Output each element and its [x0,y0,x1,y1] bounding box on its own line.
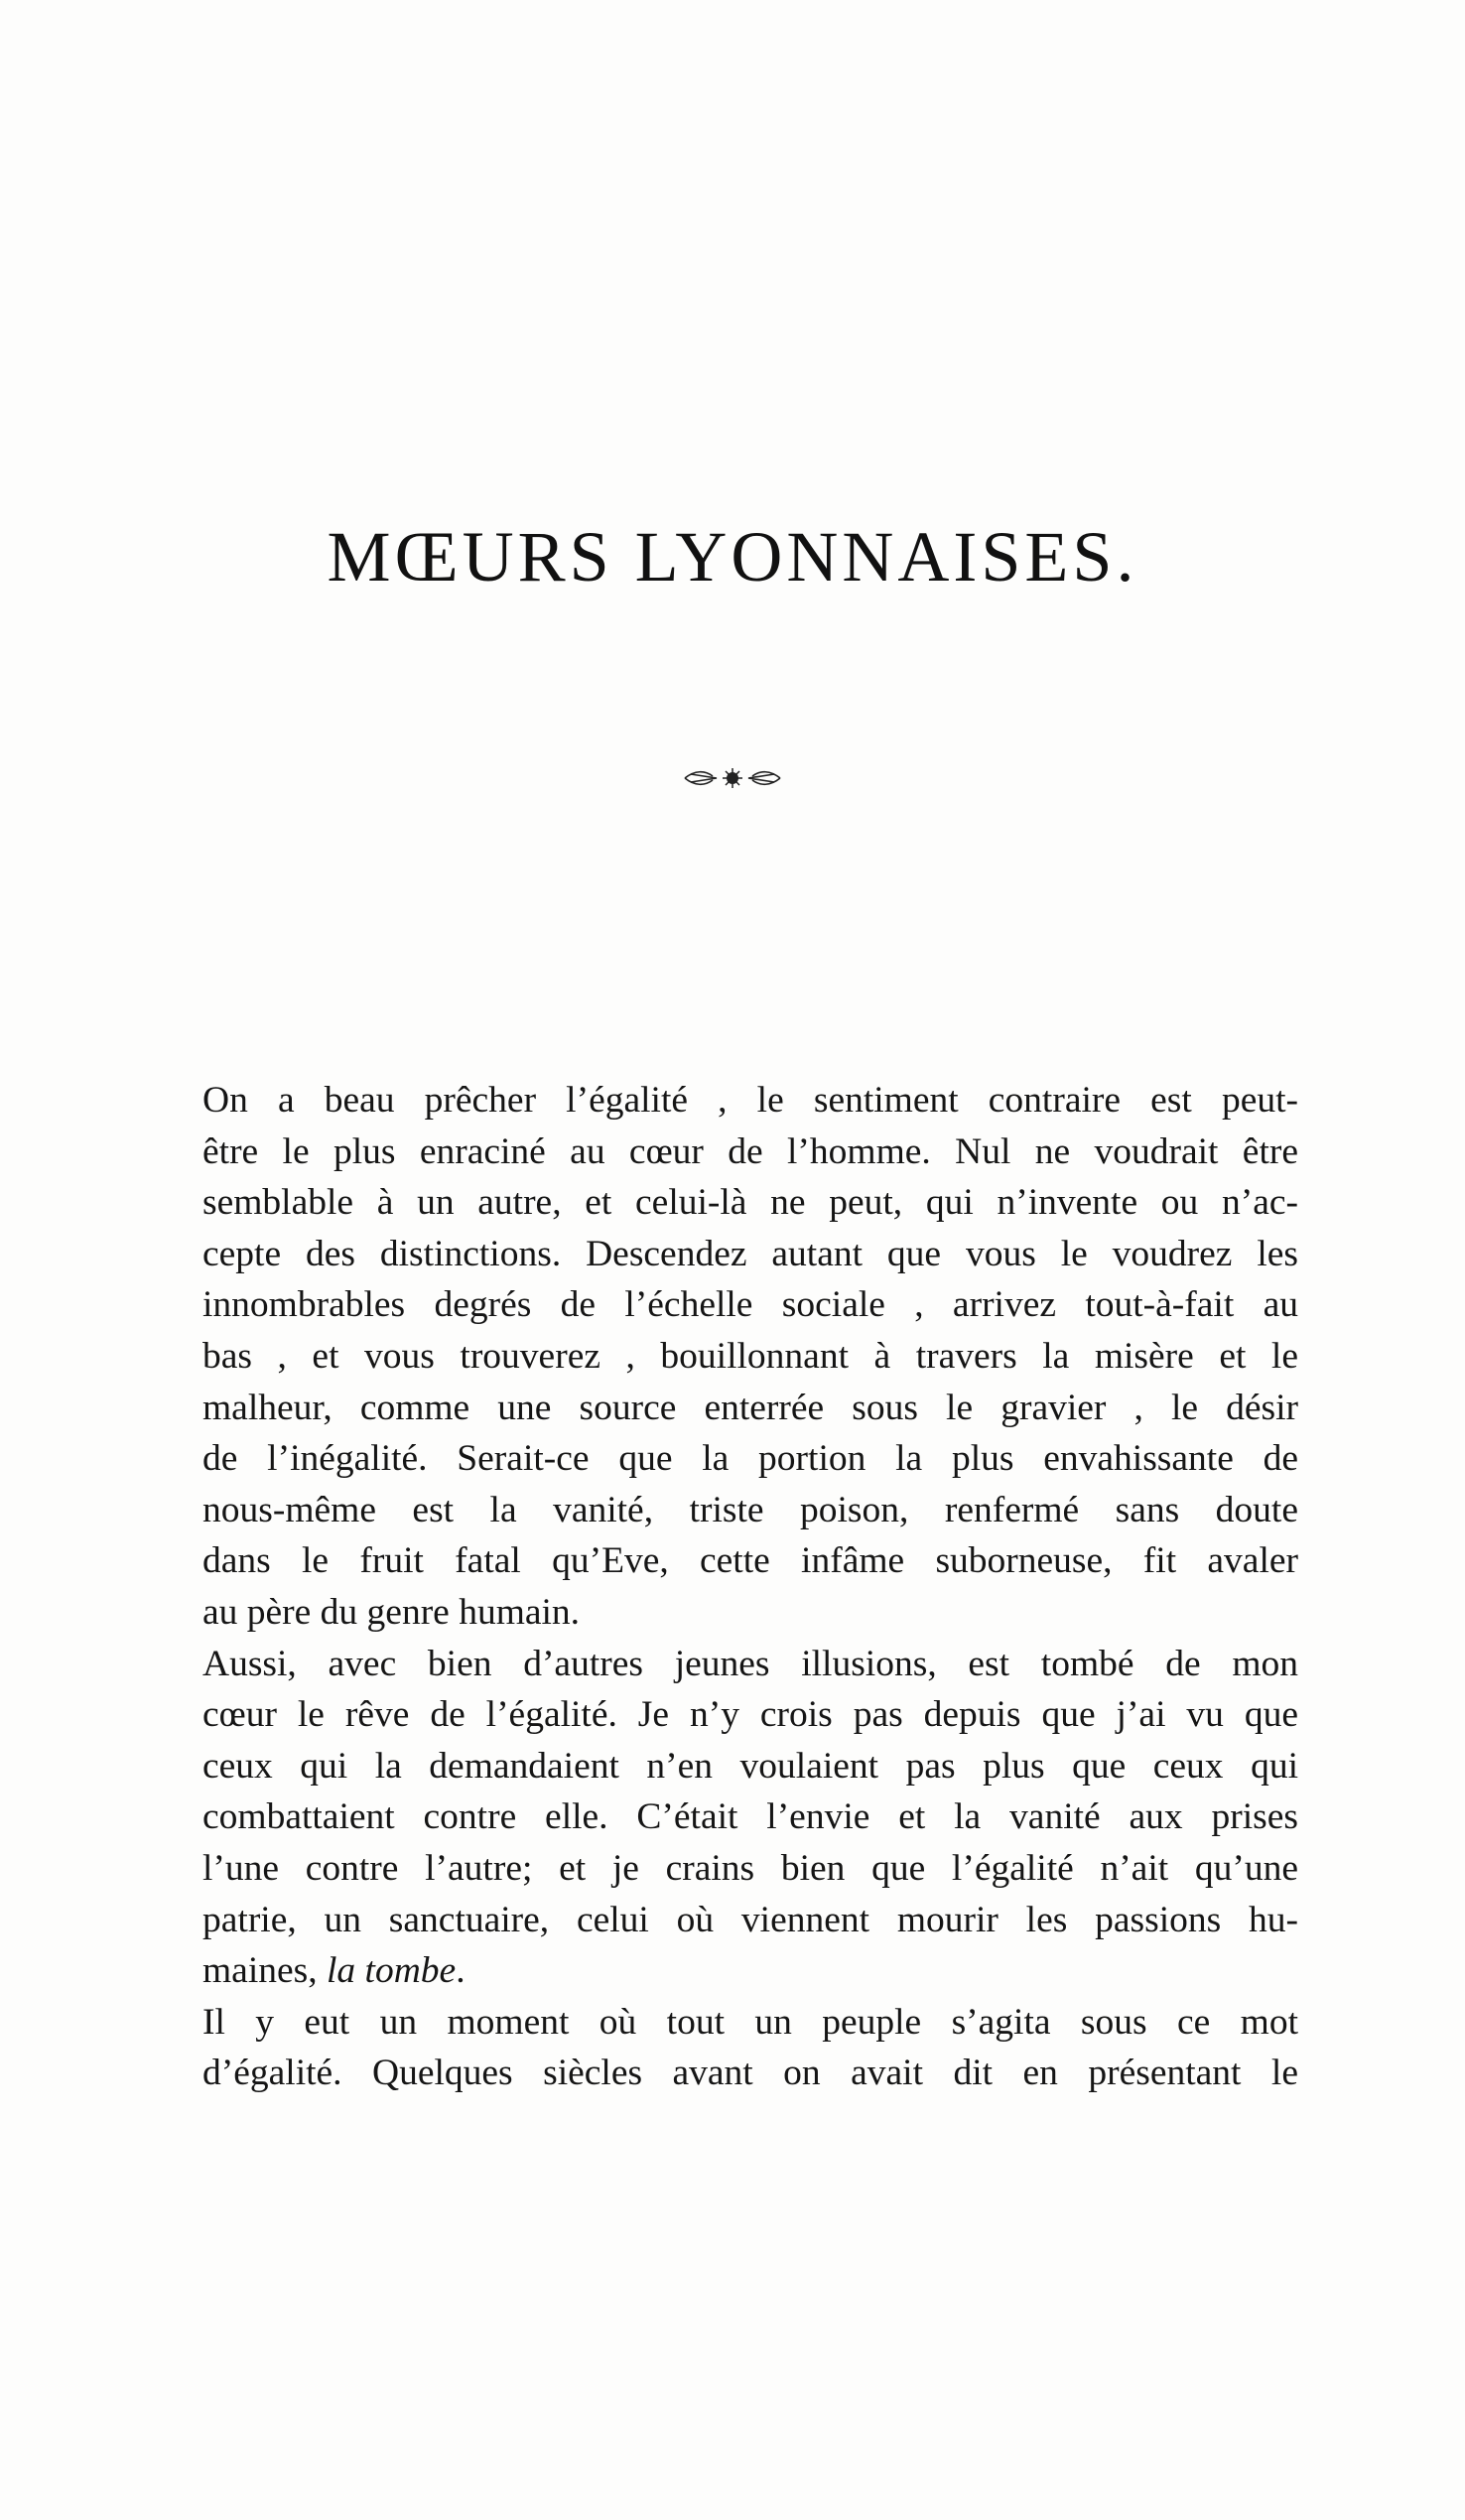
text-line: au père du genre humain. [202,1591,581,1633]
text-line: semblable à un autre, et celui-là ne peut, qui n’invente ou n’ac- [202,1182,1298,1224]
text-line: On a beau prêcher l’égalité , le sentiment contraire est peut- [202,1080,1298,1121]
page-title: MŒURS LYONNAISES. [327,517,1138,597]
text-line: cepte des distinctions. Descendez autant que vous le voudrez les [202,1233,1298,1274]
text-line: combattaient contre elle. C’était l’envie et la vanité aux prises [202,1796,1298,1838]
text-fragment: maines, [202,1950,327,1992]
paragraph-2 [197,1639,1298,1997]
text-line: être le plus enraciné au cœur de l’homme. Nul ne voudrait être [202,1130,1298,1172]
text-fragment: . [456,1950,466,1992]
text-line: Aussi, avec bien d’autres jeunes illusions, est tombé de mon [202,1643,1298,1684]
text-line: Il y eut un moment où tout un peuple s’agita sous ce mot [202,2001,1298,2043]
fleuron-ornament-icon [683,766,782,790]
text-line: bas , et vous trouverez , bouillonnant à travers la misère et le [202,1335,1298,1377]
text-line: d’égalité. Quelques siècles avant on avait dit en présentant le [202,2053,1298,2094]
paragraph-1 [197,1075,1298,1639]
text-line: dans le fruit fatal qu’Eve, cette infâme suborneuse, fit avaler [202,1540,1298,1582]
text-line: innombrables degrés de l’échelle sociale , arrivez tout-à-fait au [202,1284,1298,1326]
text-line: malheur, comme une source enterrée sous le gravier , le désir [202,1387,1298,1428]
text-line: ceux qui la demandaient n’en voulaient pas plus que ceux qui [202,1745,1298,1787]
text-line: cœur le rêve de l’égalité. Je n’y crois pas depuis que j’ai vu que [202,1694,1298,1736]
text-line [197,1945,1298,1997]
paragraph-3 [197,1997,1298,2099]
text-line: patrie, un sanctuaire, celui où viennent mourir les passions hu- [202,1899,1298,1940]
text-line: de l’inégalité. Serait-ce que la portion la plus envahissante de [202,1438,1298,1480]
text-line: nous-même est la vanité, triste poison, renfermé sans doute [202,1489,1298,1530]
italic-text: la tombe [326,1950,457,1992]
text-line: l’une contre l’autre; et je crains bien que l’égalité n’ait qu’une [202,1847,1298,1889]
body-text [197,1075,1298,2099]
